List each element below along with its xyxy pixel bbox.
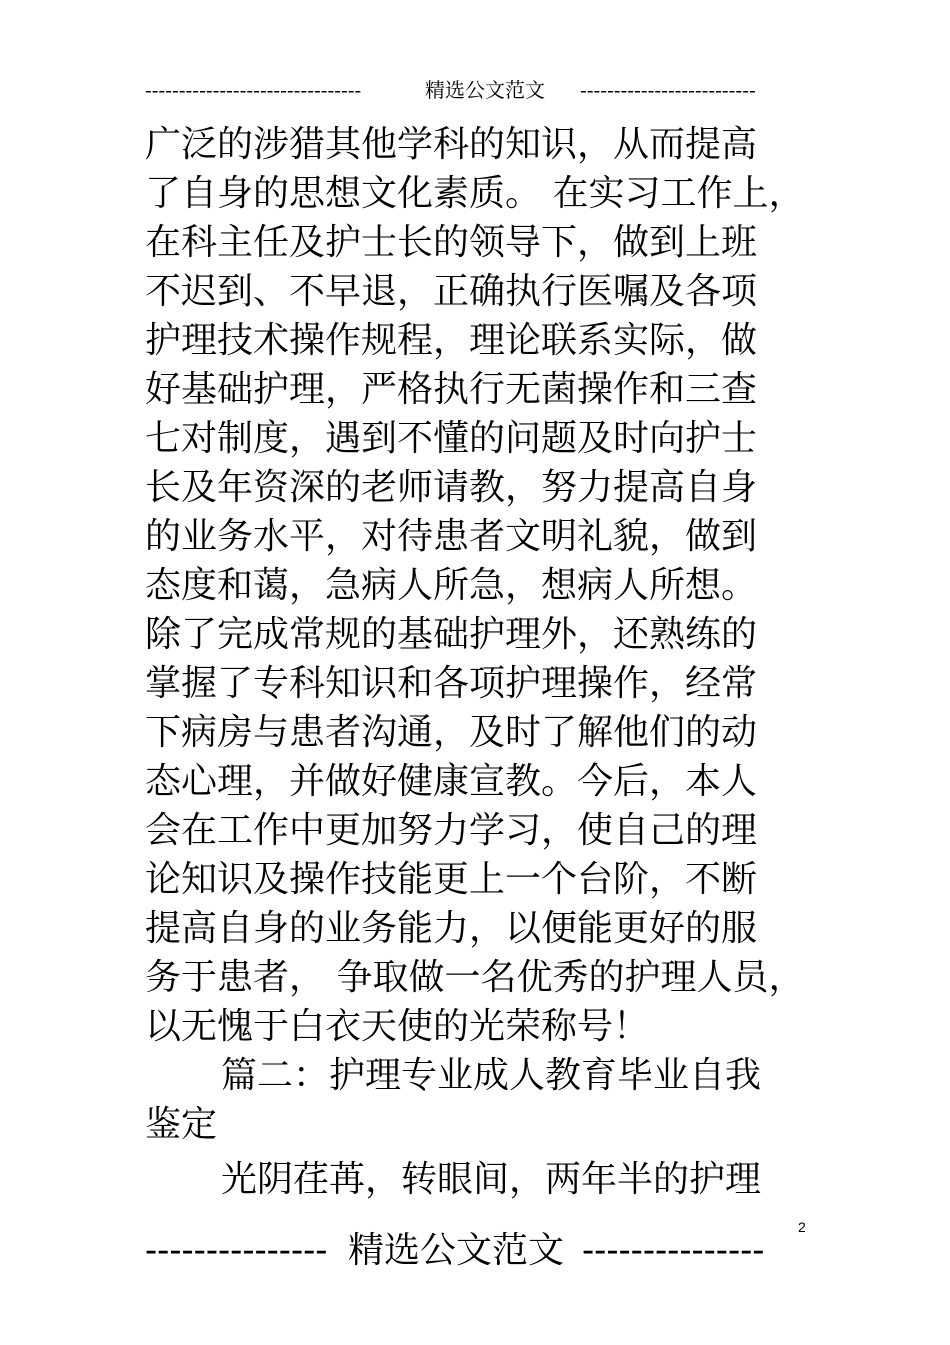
footer-title: 精选公文范文 [348,1230,565,1271]
body-line: 务于患者， 争取做一名优秀的护理人员， [145,957,805,998]
body-line: 下病房与患者沟通，及时了解他们的动 [145,712,758,753]
document-body [145,120,805,1204]
section-heading-continued: 鉴定 [145,1104,218,1145]
body-line: 态度和蔼，急病人所急，想病人所想。 [145,565,758,606]
body-line: 会在工作中更加努力学习，使自己的理 [145,810,758,851]
body-line: 态心理，并做好健康宣教。今后，本人 [145,761,758,802]
paragraph-start: 光阴荏苒，转眼间，两年半的护理 [221,1159,762,1200]
page-footer [145,1226,785,1276]
body-line: 除了完成常规的基础护理外，还熟练的 [145,614,758,655]
body-line: 不迟到、不早退，正确执行医嘱及各项 [145,271,758,312]
body-line: 的业务水平，对待患者文明礼貌，做到 [145,516,758,557]
footer-dash-left: --------------- [145,1230,328,1271]
body-line: 广泛的涉猎其他学科的知识，从而提高 [145,124,758,165]
header-dash-left: -------------------------------- [145,78,362,102]
body-line: 长及年资深的老师请教，努力提高自身 [145,467,758,508]
header-dash-right: -------------------------- [580,78,756,102]
body-line: 好基础护理，严格执行无菌操作和三查 [145,369,758,410]
body-line: 以无愧于白衣天使的光荣称号！ [145,1006,650,1047]
body-line: 掌握了专科知识和各项护理操作，经常 [145,663,758,704]
footer-dash-right: --------------- [582,1230,765,1271]
body-line: 论知识及操作技能更上一个台阶，不断 [145,859,758,900]
header-title: 精选公文范文 [425,78,545,102]
section-heading: 篇二：护理专业成人教育毕业自我 [221,1055,762,1096]
body-line: 七对制度，遇到不懂的问题及时向护士 [145,418,758,459]
body-line: 护理技术操作规程，理论联系实际，做 [145,320,758,361]
page-header [145,76,775,104]
body-line: 了自身的思想文化素质。 在实习工作上， [145,173,805,214]
body-line: 提高自身的业务能力，以便能更好的服 [145,908,758,949]
body-line: 在科主任及护士长的领导下，做到上班 [145,222,758,263]
page-number: 2 [798,1219,806,1235]
